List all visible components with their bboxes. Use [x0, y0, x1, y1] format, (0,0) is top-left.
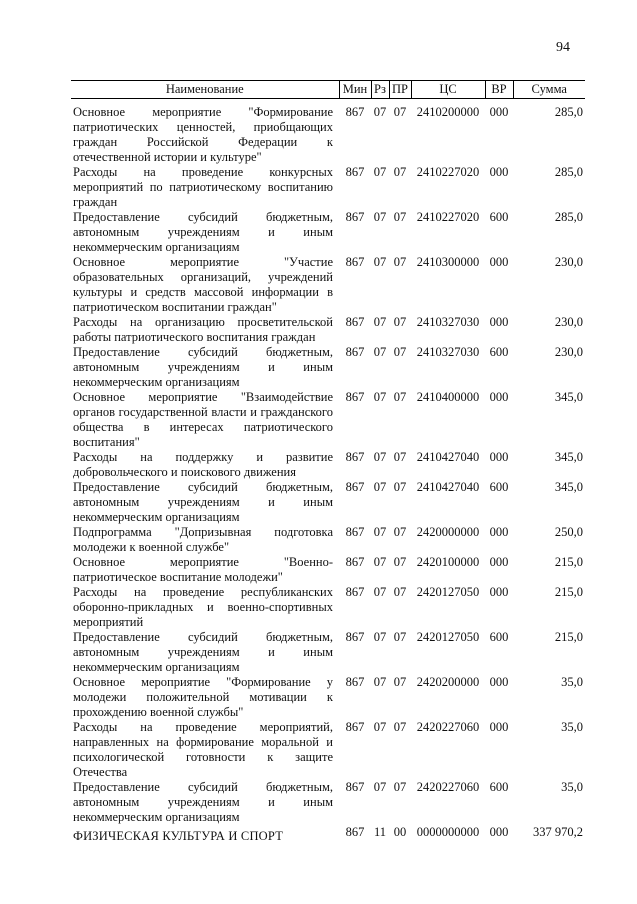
header-cs: ЦС — [411, 81, 485, 99]
cell-rz: 07 — [373, 525, 387, 539]
table-row — [71, 255, 585, 315]
cell-sum: 250,0 — [554, 525, 583, 539]
cell-rz: 07 — [373, 255, 387, 269]
cell-name: Основное мероприятие "Формирование патриотических ценностей, приобщающих граждан Российской Федерации к отечественной истории и культуре" — [73, 105, 333, 164]
cell-min: 867 — [345, 555, 365, 569]
table-row — [71, 315, 585, 345]
cell-rz: 07 — [373, 210, 387, 224]
cell-sum: 345,0 — [554, 390, 583, 404]
cell-min: 867 — [345, 720, 365, 734]
cell-vr: 600 — [489, 210, 509, 224]
cell-rz: 07 — [373, 165, 387, 179]
cell-cs: 2420127050 — [416, 630, 480, 644]
cell-vr: 600 — [489, 480, 509, 494]
cell-vr: 000 — [489, 825, 509, 839]
table-row — [71, 675, 585, 720]
cell-sum: 285,0 — [554, 210, 583, 224]
cell-pr: 07 — [393, 210, 407, 224]
cell-min: 867 — [345, 315, 365, 329]
cell-sum: 345,0 — [554, 480, 583, 494]
cell-name: Предоставление субсидий бюджетным, автономным учреждениям и иным некоммерческим организациям — [73, 780, 333, 824]
header-vr: ВР — [485, 81, 513, 99]
cell-pr: 07 — [393, 720, 407, 734]
cell-min: 867 — [345, 525, 365, 539]
cell-pr: 07 — [393, 555, 407, 569]
cell-vr: 000 — [489, 165, 509, 179]
cell-min: 867 — [345, 345, 365, 359]
cell-rz: 07 — [373, 720, 387, 734]
cell-vr: 000 — [489, 255, 509, 269]
cell-name: Основное мероприятие "Формирование у молодежи положительной мотивации к прохождению военной службы" — [73, 675, 333, 719]
cell-rz: 07 — [373, 105, 387, 119]
cell-rz: 07 — [373, 675, 387, 689]
cell-min: 867 — [345, 630, 365, 644]
table-body — [71, 99, 585, 845]
cell-name: Предоставление субсидий бюджетным, автономным учреждениям и иным некоммерческим организациям — [73, 630, 333, 674]
cell-min: 867 — [345, 675, 365, 689]
cell-pr: 07 — [393, 525, 407, 539]
cell-cs: 2410327030 — [416, 315, 480, 329]
cell-pr: 07 — [393, 675, 407, 689]
cell-cs: 2410427040 — [416, 450, 480, 464]
table-row — [71, 450, 585, 480]
cell-rz: 07 — [373, 555, 387, 569]
cell-vr: 000 — [489, 105, 509, 119]
cell-min: 867 — [345, 450, 365, 464]
cell-sum: 337 970,2 — [533, 825, 583, 839]
cell-name: Основное мероприятие "Участие образовательных организаций, учреждений культуры и средств массовой информации в патриотическом воспитании граждан" — [73, 255, 333, 314]
cell-cs: 2410200000 — [416, 105, 480, 119]
cell-min: 867 — [345, 390, 365, 404]
cell-name: Предоставление субсидий бюджетным, автономным учреждениям и иным некоммерческим организациям — [73, 210, 333, 254]
cell-name: Расходы на проведение республиканских оборонно-прикладных и военно-спортивных мероприятий — [73, 585, 333, 629]
cell-vr: 000 — [489, 555, 509, 569]
cell-min: 867 — [345, 105, 365, 119]
cell-vr: 600 — [489, 345, 509, 359]
cell-vr: 600 — [489, 780, 509, 794]
cell-sum: 35,0 — [561, 675, 583, 689]
cell-pr: 07 — [393, 585, 407, 599]
cell-name: ФИЗИЧЕСКАЯ КУЛЬТУРА И СПОРТ — [73, 829, 284, 843]
cell-vr: 000 — [489, 675, 509, 689]
cell-pr: 07 — [393, 315, 407, 329]
cell-pr: 07 — [393, 255, 407, 269]
cell-cs: 2420200000 — [416, 675, 480, 689]
cell-rz: 07 — [373, 585, 387, 599]
cell-cs: 2410300000 — [416, 255, 480, 269]
cell-vr: 600 — [489, 630, 509, 644]
cell-cs: 2420127050 — [416, 585, 480, 599]
cell-name: Подпрограмма "Допризывная подготовка молодежи к военной службе" — [73, 525, 333, 554]
cell-pr: 07 — [393, 105, 407, 119]
cell-cs: 2420227060 — [416, 720, 480, 734]
cell-pr: 07 — [393, 780, 407, 794]
cell-vr: 000 — [489, 315, 509, 329]
cell-rz: 07 — [373, 780, 387, 794]
cell-rz: 11 — [373, 825, 387, 839]
cell-rz: 07 — [373, 630, 387, 644]
cell-cs: 0000000000 — [416, 825, 480, 839]
header-pr: ПР — [389, 81, 411, 99]
cell-cs: 2410427040 — [416, 480, 480, 494]
cell-vr: 000 — [489, 450, 509, 464]
cell-name: Расходы на поддержку и развитие добровольческого и поискового движения — [73, 450, 333, 479]
cell-cs: 2410227020 — [416, 165, 480, 179]
cell-name: Расходы на проведение конкурсных мероприятий по патриотическому воспитанию граждан — [73, 165, 333, 209]
cell-name: Расходы на проведение мероприятий, направленных на формирование моральной и психологической готовности к защите Отечества — [73, 720, 333, 779]
cell-pr: 00 — [393, 825, 407, 839]
cell-min: 867 — [345, 780, 365, 794]
cell-name: Предоставление субсидий бюджетным, автономным учреждениям и иным некоммерческим организациям — [73, 480, 333, 524]
table-row — [71, 780, 585, 825]
cell-rz: 07 — [373, 450, 387, 464]
header-min: Мин — [339, 81, 371, 99]
cell-min: 867 — [345, 255, 365, 269]
cell-vr: 000 — [489, 720, 509, 734]
section-row — [71, 825, 585, 844]
table-row — [71, 555, 585, 585]
cell-pr: 07 — [393, 390, 407, 404]
header-sum: Сумма — [513, 81, 585, 99]
cell-cs: 2420000000 — [416, 525, 480, 539]
table-row — [71, 165, 585, 210]
table-row — [71, 390, 585, 450]
header-name: Наименование — [71, 81, 339, 99]
table-row — [71, 525, 585, 555]
cell-sum: 345,0 — [554, 450, 583, 464]
cell-rz: 07 — [373, 390, 387, 404]
cell-sum: 35,0 — [561, 720, 583, 734]
cell-sum: 215,0 — [554, 630, 583, 644]
table-row — [71, 99, 585, 166]
cell-sum: 230,0 — [554, 255, 583, 269]
cell-min: 867 — [345, 585, 365, 599]
cell-sum: 285,0 — [554, 105, 583, 119]
cell-name: Основное мероприятие "Военно-патриотическое воспитание молодежи" — [73, 555, 333, 584]
cell-pr: 07 — [393, 630, 407, 644]
cell-min: 867 — [345, 165, 365, 179]
cell-pr: 07 — [393, 345, 407, 359]
table-header — [71, 81, 585, 99]
cell-pr: 07 — [393, 480, 407, 494]
page-number: 94 — [556, 40, 570, 55]
table-row — [71, 720, 585, 780]
cell-cs: 2410327030 — [416, 345, 480, 359]
table-row — [71, 585, 585, 630]
cell-cs: 2410227020 — [416, 210, 480, 224]
cell-sum: 35,0 — [561, 780, 583, 794]
cell-cs: 2410400000 — [416, 390, 480, 404]
cell-rz: 07 — [373, 480, 387, 494]
cell-sum: 215,0 — [554, 585, 583, 599]
table-row — [71, 480, 585, 525]
table-row — [71, 210, 585, 255]
cell-min: 867 — [345, 210, 365, 224]
cell-name: Предоставление субсидий бюджетным, автономным учреждениям и иным некоммерческим организациям — [73, 345, 333, 389]
table-row — [71, 630, 585, 675]
table-row — [71, 345, 585, 390]
cell-min: 867 — [345, 480, 365, 494]
cell-name: Расходы на организацию просветительской работы патриотического воспитания граждан — [73, 315, 333, 344]
cell-sum: 230,0 — [554, 345, 583, 359]
cell-rz: 07 — [373, 345, 387, 359]
cell-vr: 000 — [489, 525, 509, 539]
budget-table — [71, 80, 585, 844]
cell-sum: 285,0 — [554, 165, 583, 179]
cell-cs: 2420100000 — [416, 555, 480, 569]
cell-vr: 000 — [489, 585, 509, 599]
cell-sum: 230,0 — [554, 315, 583, 329]
header-rz: Рз — [371, 81, 389, 99]
cell-name: Основное мероприятие "Взаимодействие органов государственной власти и гражданского общества в интересах патриотического воспитания" — [73, 390, 333, 449]
cell-sum: 215,0 — [554, 555, 583, 569]
cell-vr: 000 — [489, 390, 509, 404]
cell-cs: 2420227060 — [416, 780, 480, 794]
cell-min: 867 — [345, 825, 365, 839]
cell-pr: 07 — [393, 165, 407, 179]
cell-pr: 07 — [393, 450, 407, 464]
cell-rz: 07 — [373, 315, 387, 329]
